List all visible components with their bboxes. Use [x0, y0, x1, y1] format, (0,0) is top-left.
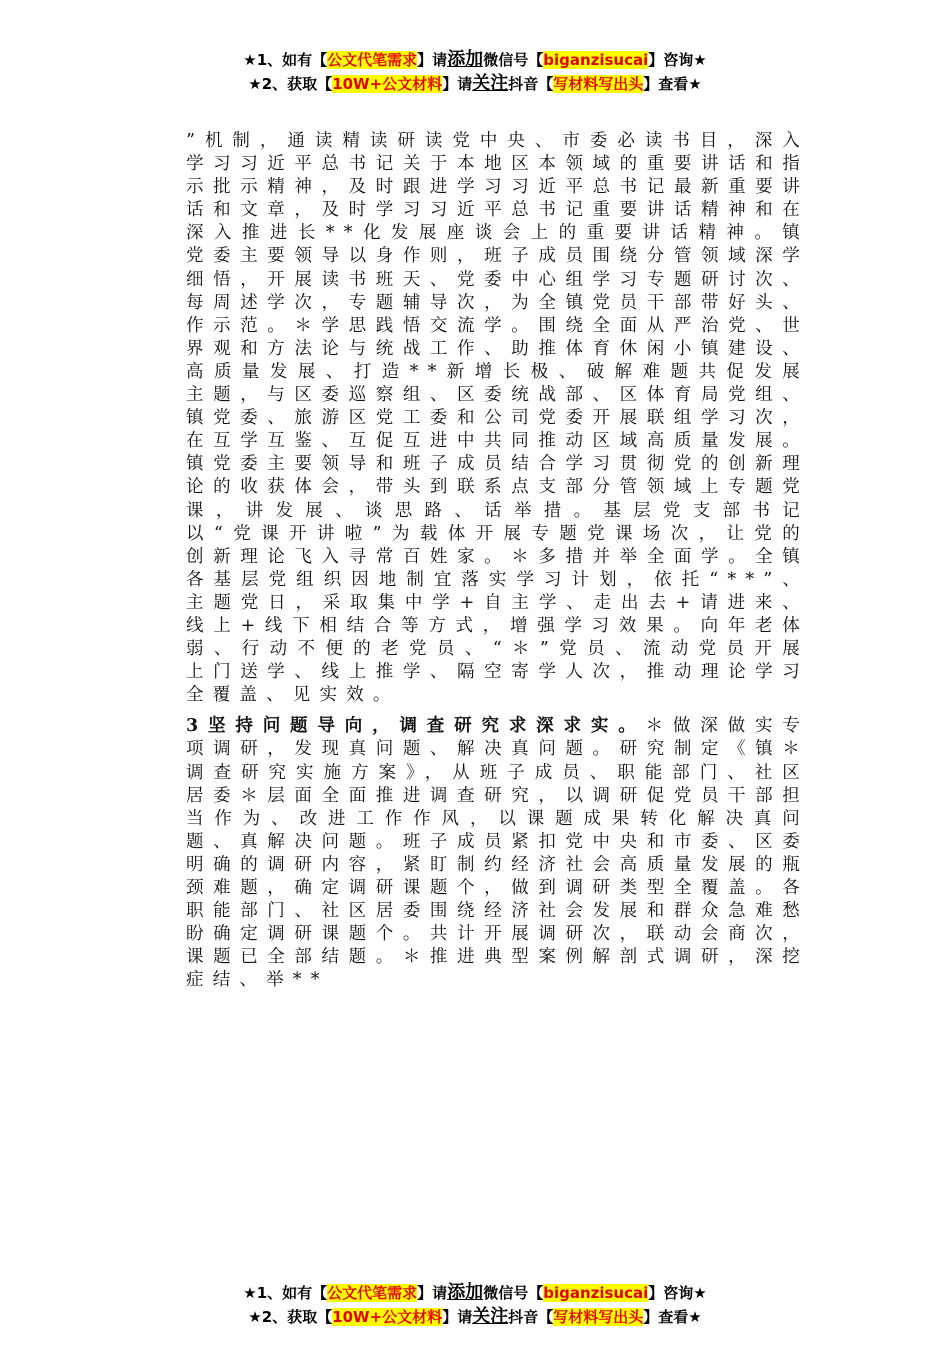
- banner-emphasis: 添加: [447, 1282, 484, 1303]
- banner-text: 】咨询★: [648, 1284, 707, 1302]
- banner-text: 】请: [442, 75, 473, 93]
- paragraph-2: [137, 715, 809, 992]
- banner-line-2: [0, 1305, 950, 1329]
- banner-text: 】请: [417, 1284, 448, 1302]
- banner-text: 】请: [442, 1308, 473, 1326]
- banner-text: 抖音【: [508, 75, 554, 93]
- banner-line-1: [0, 48, 950, 72]
- banner-emphasis: 关注: [472, 1306, 509, 1327]
- banner-line-1: [0, 1281, 950, 1305]
- banner-line-2: [0, 72, 950, 96]
- banner-highlight: biganzisucai: [543, 51, 649, 69]
- banner-highlight: 公文代笔需求: [327, 51, 418, 69]
- header-banner: [0, 48, 950, 96]
- banner-text: 】请: [417, 51, 448, 69]
- banner-text: ★2、获取【: [248, 75, 333, 93]
- banner-highlight: 10W+公文材料: [332, 75, 443, 93]
- banner-text: ★1、如有【: [243, 1284, 328, 1302]
- banner-emphasis: 关注: [472, 73, 509, 94]
- banner-emphasis: 添加: [447, 49, 484, 70]
- banner-highlight: 写材料写出头: [553, 1308, 644, 1326]
- banner-highlight: 公文代笔需求: [327, 1284, 418, 1302]
- footer-banner: [0, 1281, 950, 1329]
- banner-text: 】查看★: [643, 1308, 702, 1326]
- banner-text: ★1、如有【: [243, 51, 328, 69]
- banner-text: ★2、获取【: [248, 1308, 333, 1326]
- banner-text: 抖音【: [508, 1308, 554, 1326]
- banner-text: 微信号【: [483, 1284, 544, 1302]
- banner-highlight: 10W+公文材料: [332, 1308, 443, 1326]
- section-heading: 3坚持问题导向，调查研究求深求实。: [186, 716, 646, 737]
- banner-highlight: 写材料写出头: [553, 75, 644, 93]
- banner-highlight: biganzisucai: [543, 1284, 649, 1302]
- banner-text: 微信号【: [483, 51, 544, 69]
- paragraph-1: ”机制，通读精读研读党中央、市委必读书目，深入学习习近平总书记关于本地区本领域的重要讲话和指示批示精神，及时跟进学习习近平总书记最新重要讲话和文章，及时学习习近平总书记重要讲话精神和在深入推进长**化发展座谈会上的重要讲话精神。镇党委主要领导以身作则，班子成员围绕分管领域深学细悟，开展读书班天、党委中心组学习专题研讨次、每周述学次，专题辅导次，为全镇党员干部带好头、作示范。＊学思践悟交流学。围绕全面从严治党、世界观和方法论与统战工作、助推体育休闲小镇建设、高质量发展、打造**新增长极、破解难题共促发展主题，与区委巡察组、区委统战部、区体育局党组、镇党委、旅游区党工委和公司党委开展联组学习次，在互学互鉴、互促互进中共同推动区域高质量发展。镇党委主要领导和班子成员结合学习贯彻党的创新理论的收获体会，带头到联系点支部分管领域上专题党课，讲发展、谈思路、话举措。基层党支部书记以“党课开讲啦”为载体开展专题党课场次，让党的创新理论飞入寻常百姓家。＊多措并举全面学。全镇各基层党组织因地制宜落实学习计划，依托“**”、主题党日，采取集中学+自主学、走出去+请进来、线上+线下相结合等方式，增强学习效果。向年老体弱、行动不便的老党员、“＊”党员、流动党员开展上门送学、线上推学、隔空寄学人次，推动理论学习全覆盖、见实效。: [186, 131, 809, 706]
- paragraph-2-text: ＊做深做实专项调研，发现真问题、解决真问题。研究制定《镇＊调查研究实施方案》，从班子成员、职能部门、社区居委＊层面全面推进调查研究，以调研促党员干部担当作为、改进工作作风，以课题成果转化解决真问题、真解决问题。班子成员紧扣党中央和市委、区委明确的调研内容，紧盯制约经济社会高质量发展的瓶颈难题，确定调研课题个，做到调研类型全覆盖。各职能部门、社区居委围绕经济社会发展和群众急难愁盼确定调研课题个。共计开展调研次，联动会商次，课题已全部结题。＊推进典型案例解剖式调研，深挖症结、举**: [186, 716, 809, 991]
- document-body: [137, 130, 809, 992]
- banner-text: 】查看★: [643, 75, 702, 93]
- banner-text: 】咨询★: [648, 51, 707, 69]
